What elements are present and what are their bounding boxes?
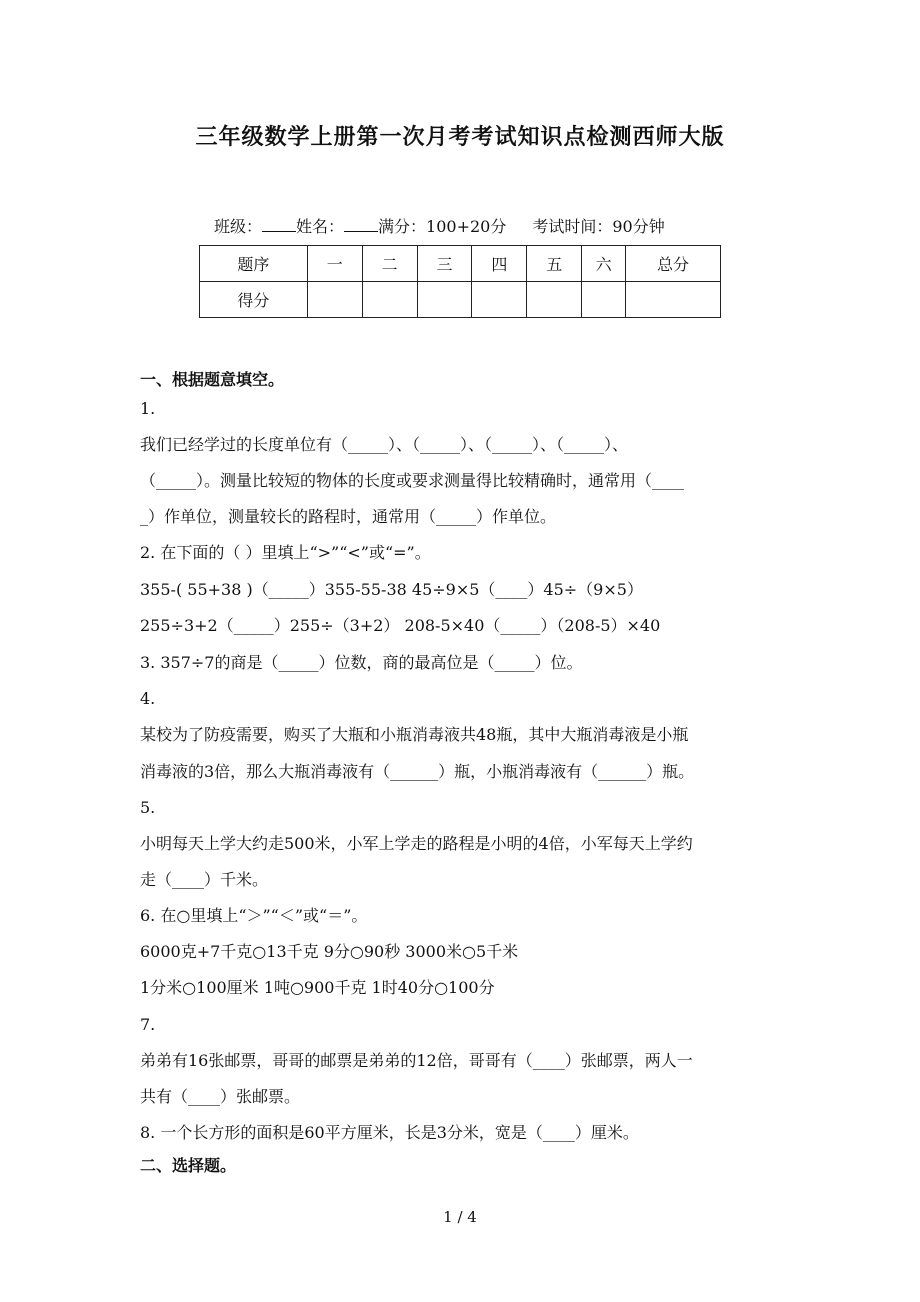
question-text: 某校为了防疫需要，购买了大瓶和小瓶消毒液共48瓶，其中大瓶消毒液是小瓶 [140,725,689,744]
table-cell: 题序 [200,246,308,282]
question-text: 3. 357÷7的商是（_____）位数，商的最高位是（_____）位。 [140,653,583,672]
score-input-cell[interactable] [362,282,417,318]
question-text: 2. 在下面的（ ）里填上“>”“<”或“=”。 [140,543,431,562]
question-text: 消毒液的3倍，那么大瓶消毒液有（______）瓶，小瓶消毒液有（______）瓶。 [140,762,695,781]
question-text: 6. 在○里填上“＞”“＜”或“＝”。 [140,906,368,925]
question-text: 6000克+7千克○13千克 9分○90秒 3000米○5千米 [140,942,519,961]
question-text: 255÷3+2（_____）255÷（3+2） 208-5×40（_____）（208-5）×40 [140,616,661,635]
question-text: 1分米○100厘米 1吨○900千克 1时40分○100分 [140,978,495,997]
table-cell: 三 [417,246,472,282]
table-cell: 五 [527,246,582,282]
name-label: 姓名： [296,217,345,236]
score-input-cell[interactable] [527,282,582,318]
class-label: 班级： [214,217,263,236]
question-number: 5. [140,798,156,817]
table-cell: 二 [362,246,417,282]
score-input-cell[interactable] [307,282,362,318]
section-heading: 一、根据题意填空。 [140,370,285,389]
score-table [199,245,721,318]
table-cell: 六 [582,246,626,282]
question-number: 4. [140,689,156,708]
score-input-cell[interactable] [582,282,626,318]
question-text: 355-( 55+38 )（_____）355-55-38 45÷9×5（____）45÷（9×5） [140,580,643,599]
exam-time: 考试时间：90分钟 [532,217,665,236]
exam-info [214,214,665,237]
table-cell: 四 [472,246,527,282]
table-cell: 得分 [200,282,308,318]
score-table-header-row [200,246,721,282]
score-input-cell[interactable] [626,282,721,318]
page-title: 三年级数学上册第一次月考考试知识点检测西师大版 [195,124,725,150]
question-number: 1. [140,399,156,418]
page-number: 1 / 4 [443,1208,477,1226]
name-blank [344,217,378,232]
question-text: 共有（____）张邮票。 [140,1087,301,1106]
question-text: 小明每天上学大约走500米，小军上学走的路程是小明的4倍，小军每天上学约 [140,834,693,853]
question-number: 7. [140,1015,156,1034]
section-heading: 二、选择题。 [140,1156,237,1175]
score-table-score-row [200,282,721,318]
table-cell: 一 [307,246,362,282]
question-text: _）作单位，测量较长的路程时，通常用（_____）作单位。 [140,507,557,526]
question-text: 走（____）千米。 [140,870,269,889]
question-text: 8. 一个长方形的面积是60平方厘米，长是3分米，宽是（____）厘米。 [140,1123,639,1142]
question-text: 我们已经学过的长度单位有（_____）、（_____）、（_____）、（_____）、 [140,435,629,454]
table-cell: 总分 [626,246,721,282]
full-score: 满分：100+20分 [378,217,507,236]
class-blank [262,217,296,232]
question-text: （_____）。测量比较短的物体的长度或要求测量得比较精确时，通常用（____ [140,471,685,490]
question-text: 弟弟有16张邮票，哥哥的邮票是弟弟的12倍，哥哥有（____）张邮票，两人一 [140,1051,693,1070]
score-input-cell[interactable] [472,282,527,318]
score-input-cell[interactable] [417,282,472,318]
